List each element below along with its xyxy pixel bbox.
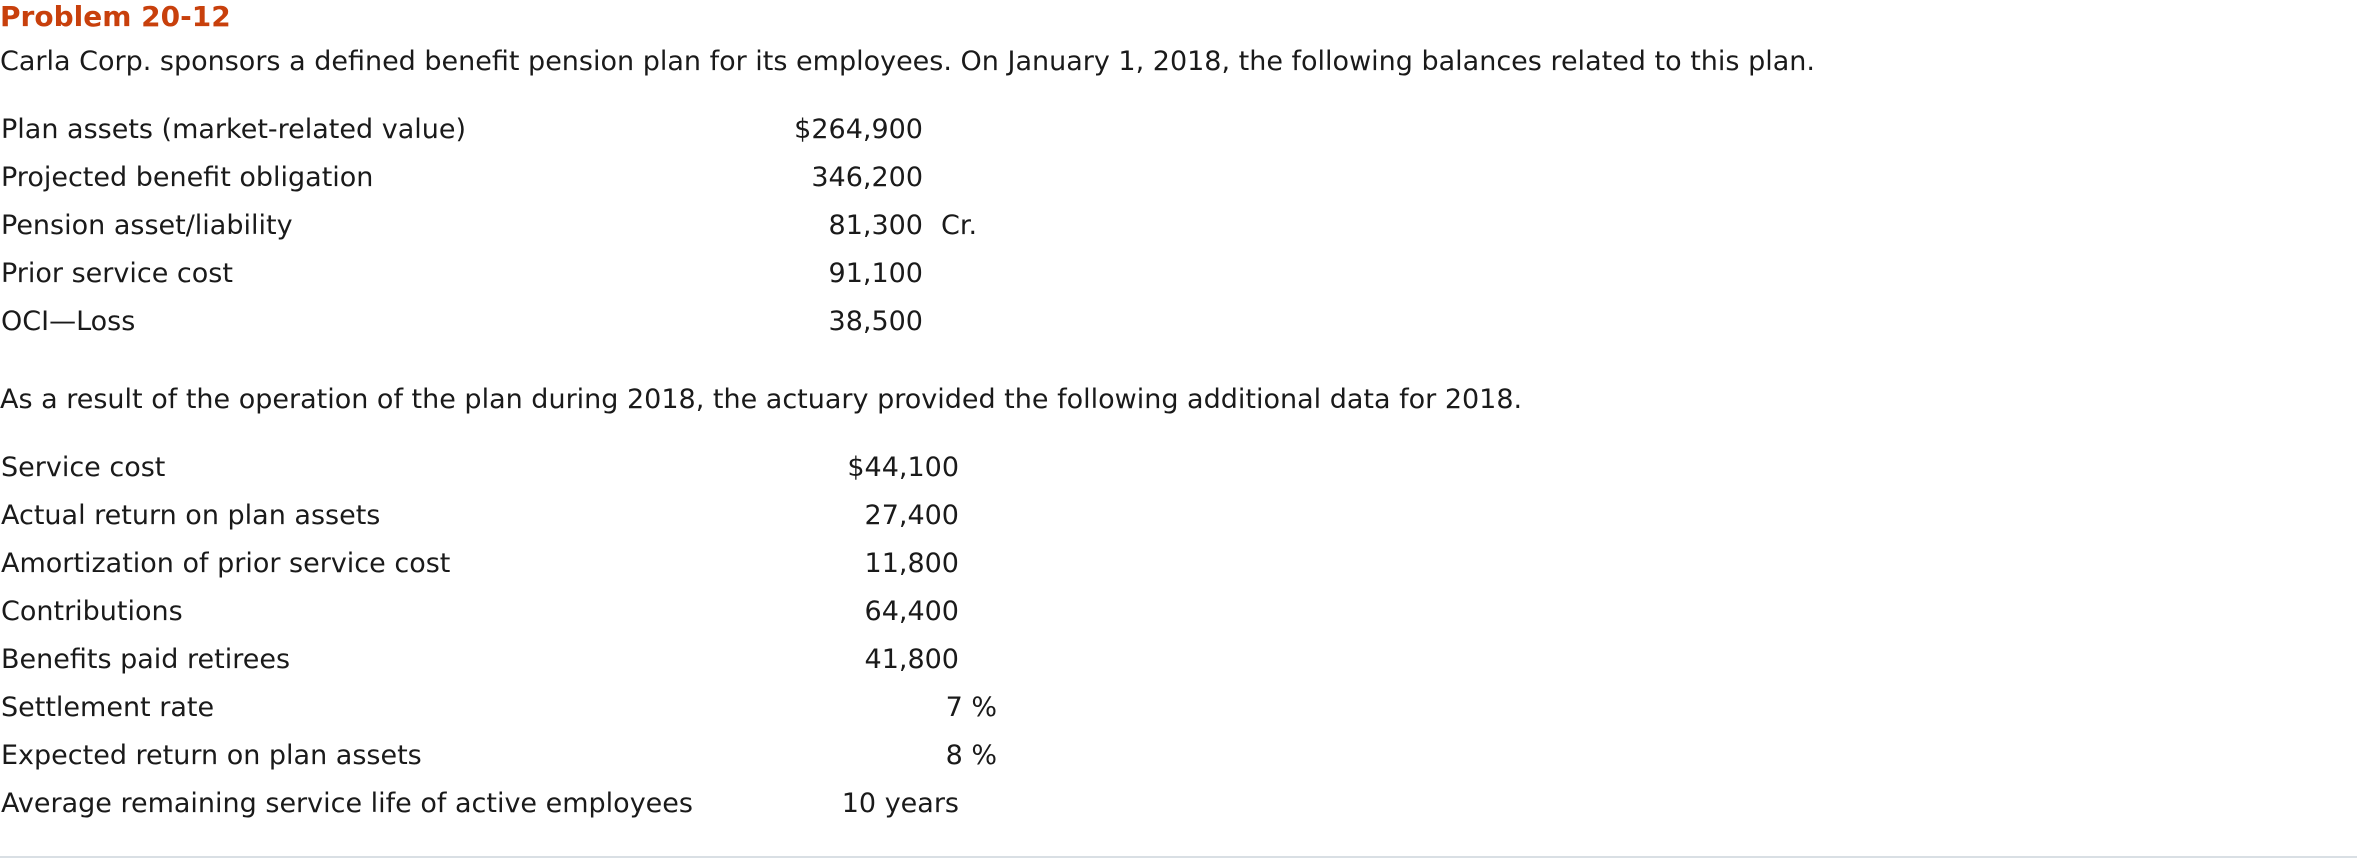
balance-value: 38,500 (828, 306, 923, 337)
additional-label: Contributions (1, 596, 183, 627)
additional-label: Amortization of prior service cost (1, 548, 451, 579)
balance-value: 346,200 (811, 162, 923, 193)
balance-label: Prior service cost (1, 258, 233, 289)
additional-value: 41,800 (864, 644, 959, 675)
balance-value: $264,900 (794, 114, 923, 145)
additional-value: 27,400 (864, 500, 959, 531)
problem-intro: Carla Corp. sponsors a defined benefit pension plan for its employees. On January 1, 2018, the following balances related to this plan. (0, 46, 1815, 77)
problem-title: Problem 20-12 (0, 0, 231, 33)
additional-intro: As a result of the operation of the plan during 2018, the actuary provided the following additional data for 2018. (0, 384, 1523, 415)
credit-suffix: Cr. (941, 210, 978, 241)
additional-label: Service cost (1, 452, 166, 483)
additional-label: Settlement rate (1, 692, 215, 723)
additional-label: Expected return on plan assets (1, 740, 422, 771)
bottom-divider (0, 856, 2357, 858)
additional-label: Actual return on plan assets (1, 500, 381, 531)
additional-value: 8 % (945, 740, 997, 771)
additional-value: 10 years (841, 788, 959, 819)
balance-label: OCI—Loss (1, 306, 136, 337)
additional-label: Benefits paid retirees (1, 644, 291, 675)
balance-value: 91,100 (828, 258, 923, 289)
balance-label: Plan assets (market-related value) (1, 114, 467, 145)
additional-value: $44,100 (847, 452, 959, 483)
additional-value: 11,800 (864, 548, 959, 579)
additional-label: Average remaining service life of active employees (1, 788, 693, 819)
balance-label: Projected benefit obligation (1, 162, 374, 193)
balance-value: 81,300 (828, 210, 923, 241)
additional-value: 64,400 (864, 596, 959, 627)
balance-label: Pension asset/liability (1, 210, 293, 241)
additional-value: 7 % (945, 692, 997, 723)
